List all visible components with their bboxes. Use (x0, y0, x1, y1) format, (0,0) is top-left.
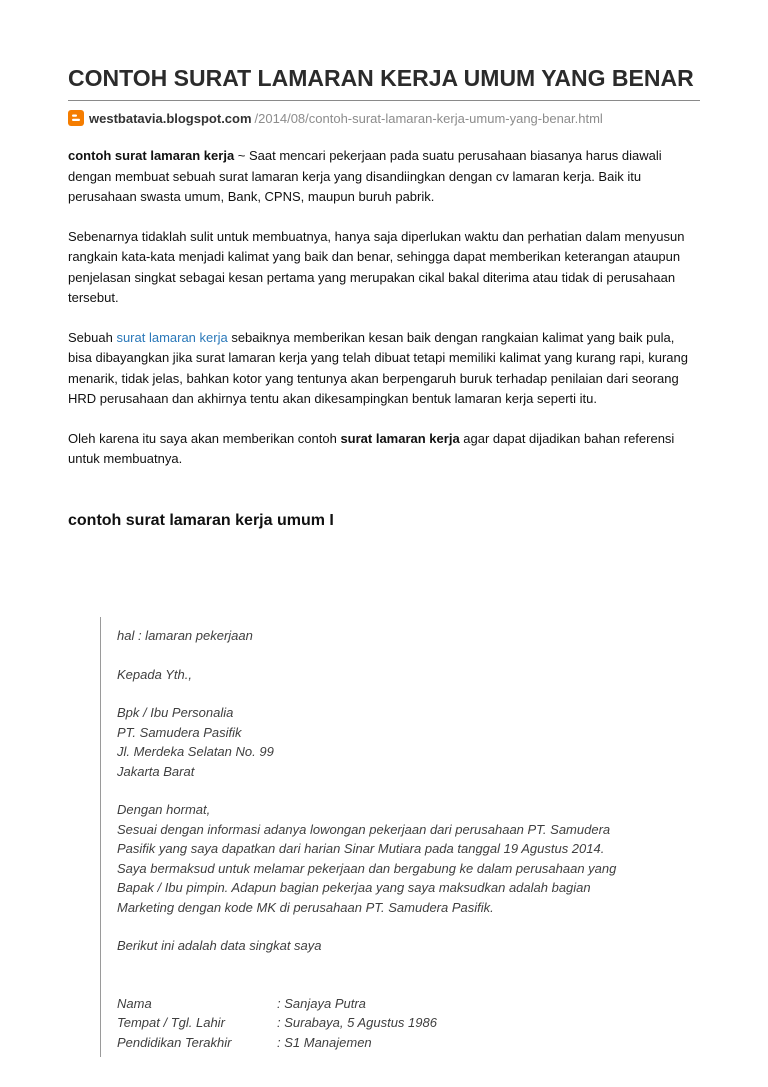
source-path[interactable]: /2014/08/contoh-surat-lamaran-kerja-umum-yang-benar.html (254, 110, 603, 126)
paragraph-fourth (68, 429, 700, 470)
recipient-line: PT. Samudera Pasifik (117, 724, 242, 740)
field-row (117, 1033, 660, 1053)
letter-hal: hal : lamaran pekerjaan (117, 628, 253, 643)
field-label: Nama (117, 995, 152, 1011)
letter-body-line: Sesuai dengan informasi adanya lowongan pekerjaan dari perusahaan PT. Samudera (117, 821, 611, 837)
paragraph-third (68, 328, 700, 410)
letter-body-line: Pasifik yang saya dapatkan dari harian Sinar Mutiara pada tanggal 19 Agustus 2014. (117, 841, 605, 856)
intro-text: ~ Saat mencari pekerjaan pada suatu perusahaan biasanya harus diawali dengan membuat sebuah surat lamaran kerja yang disandiingkan dengan cv lamaran kerja. Baik itu perusahaan swasta umum, Bank, CPNS, maupun buruh pabrik. (68, 148, 662, 204)
source-domain[interactable]: westbatavia.blogspot.com (89, 110, 252, 126)
field-value: : Sanjaya Putra (277, 995, 366, 1011)
letter-salutation: Dengan hormat, (117, 802, 211, 817)
letter-kepada: Kepada Yth., (117, 666, 192, 682)
letter-blockquote (100, 617, 660, 1057)
page-title: CONTOH SURAT LAMARAN KERJA UMUM YANG BENAR (68, 65, 694, 91)
paragraph-intro (68, 146, 700, 208)
p4-post: agar dapat dijadikan bahan referensi untuk membuatnya. (68, 430, 675, 466)
source-line (68, 109, 700, 127)
p4-bold-keyword: surat lamaran kerja (340, 430, 460, 446)
recipient-line: Jl. Merdeka Selatan No. 99 (117, 744, 274, 759)
field-value: : Surabaya, 5 Agustus 1986 (277, 1015, 437, 1030)
field-row (117, 994, 660, 1014)
surat-lamaran-link[interactable]: surat lamaran kerja (116, 329, 228, 345)
document-page (68, 0, 700, 532)
p4-pre: Oleh karena itu saya akan memberikan contoh (68, 430, 341, 446)
recipient-line: Bpk / Ibu Personalia (117, 705, 234, 720)
recipient-line: Jakarta Barat (117, 763, 195, 779)
paragraph-second: Sebenarnya tidaklah sulit untuk membuatnya, hanya saja diperlukan waktu dan perhatian dalam menyusun rangkain kata-kata menjadi kalimat yang baik dan benar, sehingga dapat memberikan keterangan ataupun penjelasan singkat sebagai kesan pertama yang merupakan cikal bakal diterima atau tidak di perusahaan tersebut. (68, 228, 685, 305)
letter-data-intro: Berikut ini adalah data singkat saya (117, 938, 322, 953)
letter-body-line: Saya bermaksud untuk melamar pekerjaan dan bergabung ke dalam perusahaan yang (117, 860, 617, 876)
field-value: : S1 Manajemen (277, 1034, 372, 1050)
letter-body-line: Marketing dengan kode MK di perusahaan PT. Samudera Pasifik. (117, 899, 494, 915)
intro-bold-keyword: contoh surat lamaran kerja (68, 148, 235, 163)
field-row (117, 1013, 660, 1033)
blogger-icon (68, 110, 84, 126)
p3-post: sebaiknya memberikan kesan baik dengan rangkaian kalimat yang baik pula, bisa dibayangkan jika surat lamaran kerja yang telah dibuat tetapi memiliki kalimat yang kurang rapi, kurang menarik, tidak jelas, bahkan kotor yang tentunya akan berpengaruh buruk terhadap penilaian dari seorang HRD perusahaan dan akhirnya tentu akan dikesampingkan bentuk lamaran kerja seperti itu. (68, 329, 689, 406)
section-heading: contoh surat lamaran kerja umum I (68, 511, 334, 529)
p3-pre: Sebuah (68, 329, 117, 345)
letter-body-line: Bapak / Ibu pimpin. Adapun bagian pekerjaa yang saya maksudkan adalah bagian (117, 880, 591, 895)
field-label: Tempat / Tgl. Lahir (117, 1015, 225, 1030)
field-label: Pendidikan Terakhir (117, 1034, 232, 1050)
title-divider (68, 100, 700, 101)
